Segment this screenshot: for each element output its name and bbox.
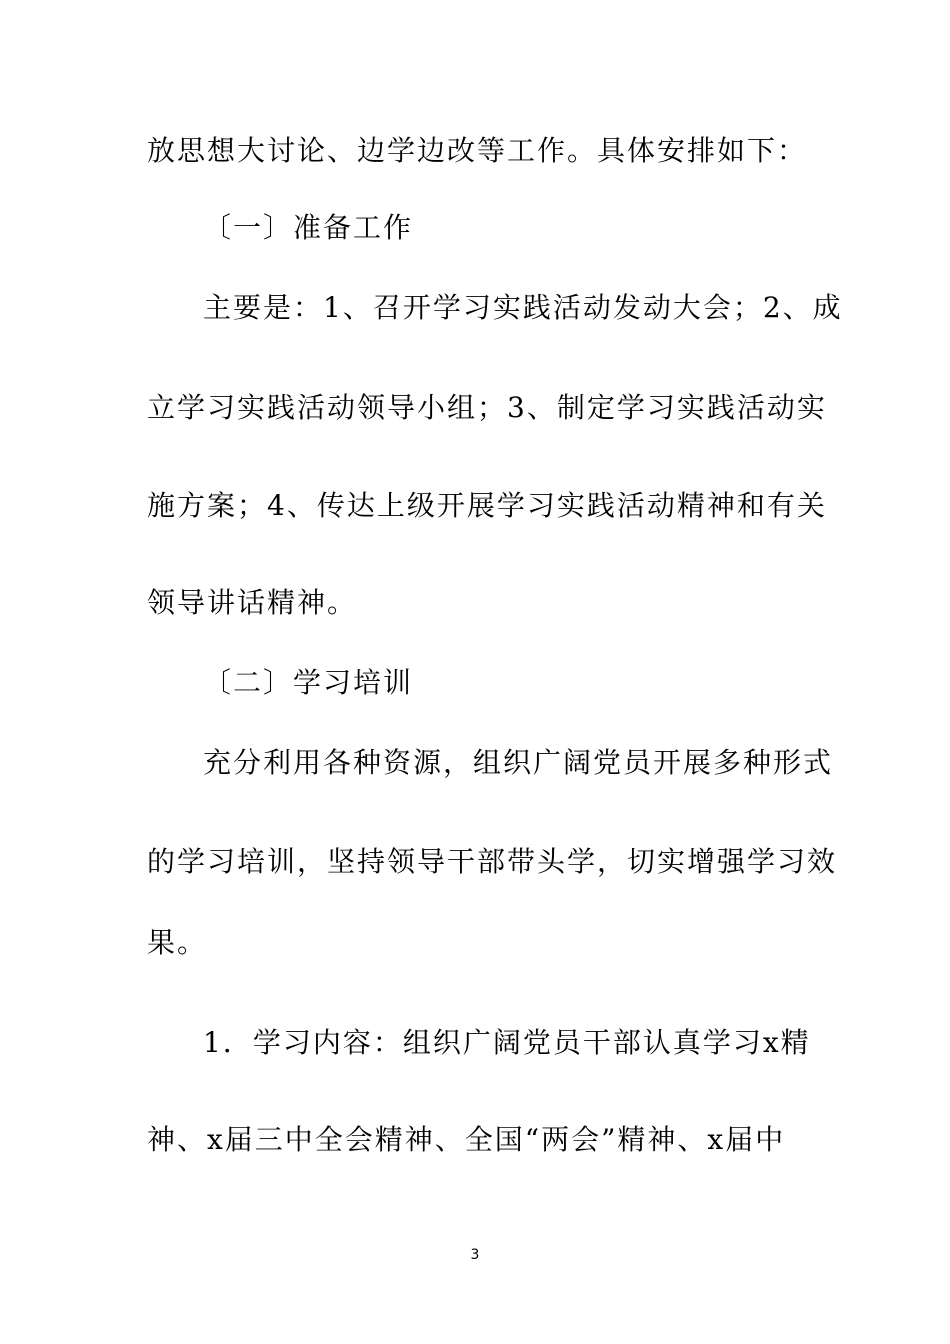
body-text-line: 施方案；4、传达上级开展学习实践活动精神和有关 xyxy=(147,489,827,522)
body-text-line: 1．学习内容：组织广阔党员干部认真学习x精 xyxy=(203,1026,811,1059)
body-text-line: 的学习培训，坚持领导干部带头学，切实增强学习效 xyxy=(147,845,838,878)
page-number: 3 xyxy=(470,1247,480,1263)
section-heading-preparation: 〔一〕准备工作 xyxy=(203,211,414,244)
body-text-line: 领导讲话精神。 xyxy=(147,586,358,619)
body-text-line: 主要是：1、召开学习实践活动发动大会；2、成 xyxy=(203,291,843,324)
body-text-line: 放思想大讨论、边学边改等工作。具体安排如下： xyxy=(147,134,808,167)
body-text-line: 立学习实践活动领导小组；3、制定学习实践活动实 xyxy=(147,391,827,424)
body-text-line: 果。 xyxy=(147,926,208,959)
section-heading-training: 〔二〕学习培训 xyxy=(203,666,414,699)
body-text-line: 充分利用各种资源，组织广阔党员开展多种形式 xyxy=(203,746,834,779)
body-text-line: 神、x届三中全会精神、全国“两会”精神、x届中 xyxy=(147,1123,786,1156)
